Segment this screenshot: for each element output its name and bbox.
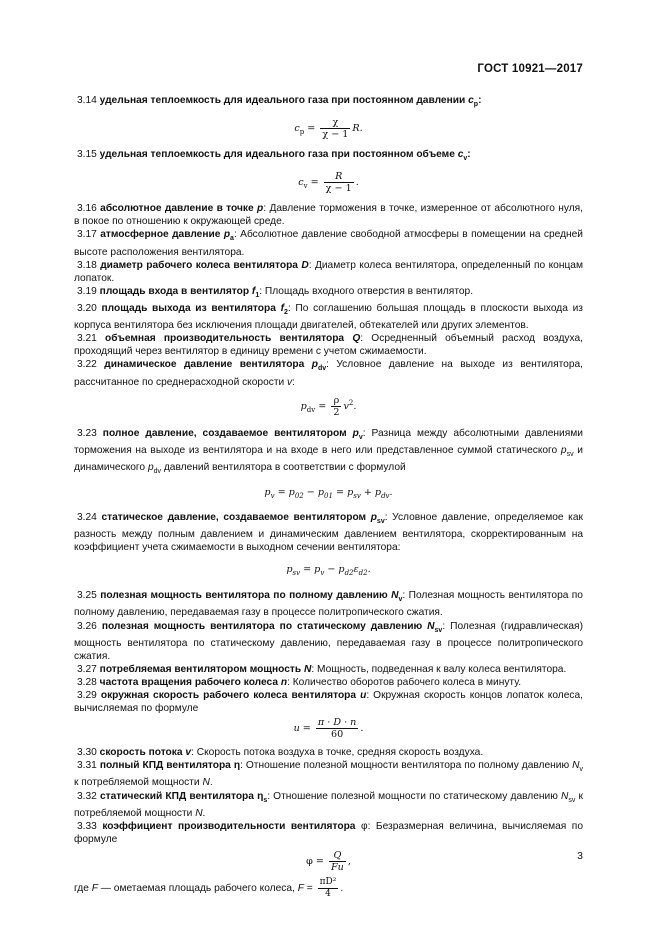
formula-3-14: $c_p$ = $\frac{\chi}{\chi - 1}$ R. [294, 117, 363, 141]
definition-3-30: 3.30 скорость потока v: Скорость потока воздуха в точке, средняя скорость воздуха. [77, 747, 484, 759]
definition-3-22: 3.22 динамическое давление вентилятора $p_{dv}$: Условное давление на выходе из вентилятора, рассчитанное по среднерасходной скорости v: [74, 359, 583, 388]
definition-3-33: 3.33 коэффициент производительности вентилятора φ: Безразмерная величина, вычисляемая по формуле [74, 820, 583, 845]
formula-3-22: $p_{dv}$ = $\frac{\rho}{2}$ $v^2$. [300, 394, 357, 418]
definition-3-32: 3.32 статический КПД вентилятора $\eta_s$: Отношение полезной мощности по статическому давлению $N_{sv}$ к потребляемой мощности N. [74, 790, 583, 819]
formula-3-15: $c_v$ = $\frac{R}{\chi - 1}$ . [298, 171, 359, 195]
definition-3-26: 3.26 полезная мощность вентилятора по статическому давлению $N_{sv}$: Полезная (гидравлическая) мощность вентилятора по статическому давлению, передаваемая газу в процессе политропического сжатия. [74, 620, 583, 662]
definition-3-23: 3.23 полное давление, создаваемое вентилятором $p_v$: Разница между абсолютными давлениями торможения на выходе из вентилятора и на входе в него или представленное суммой статического $p_{sv}$ и динамического $p_{dv}$ давлений вентилятора в соответствии с формулой [74, 427, 583, 475]
formula-3-23: $p_v = p_{02} - p_{01} = p_{sv} + p_{dv}$. [264, 486, 393, 500]
definition-3-20: 3.20 площадь выхода из вентилятора $f_2$: По соглашению большая площадь в плоскости выхода из корпуса вентилятора без исключения площади двигателей, обтекателей или других элементов. [74, 302, 583, 332]
definition-3-21: 3.21 объемная производительность вентилятора Q: Осредненный объемный расход воздуха, проходящий через вентилятор в единицу времени с учетом сжимаемости. [74, 333, 583, 358]
definition-3-17: 3.17 атмосферное давление $p_a$: Абсолютное давление свободной атмосферы в помещении на средней высоте расположения вентилятора. [74, 229, 583, 258]
page-number: 3 [577, 850, 583, 862]
definition-3-16: 3.16 абсолютное давление в точке p: Давление торможения в точке, измеренное от абсолютного нуля, в покое по отношению к окружающей среде. [74, 203, 583, 228]
definition-3-14: 3.14 удельная теплоемкость для идеального газа при постоянном давлении $c_p$: [77, 95, 482, 109]
formula-3-33: φ = $\frac{Q}{Fu}$ , [306, 849, 351, 873]
formula-3-29: u = $\frac{\pi \cdot D \cdot n}{60}$ . [293, 717, 364, 741]
definition-3-28: 3.28 частота вращения рабочего колеса n: Количество оборотов рабочего колеса в минуту. [77, 676, 522, 688]
definition-3-18: 3.18 диаметр рабочего колеса вентилятора D: Диаметр колеса вентилятора, определенный по концам лопаток. [74, 259, 583, 284]
definition-3-19: 3.19 площадь входа в вентилятор $f_1$: Площадь входного отверстия в вентилятор. [77, 285, 474, 299]
definition-3-15: 3.15 удельная теплоемкость для идеального газа при постоянном объеме $c_v$: [77, 149, 471, 163]
where-clause: где F — ометаемая площадь рабочего колеса, F = $\frac{\text{πD²}}{4}$ . [74, 876, 344, 899]
document-body [74, 90, 583, 900]
definition-3-25: 3.25 полезная мощность вентилятора по полному давлению $N_v$: Полезная мощность вентилятора по полному давлению, передаваемая газу в процессе политропического сжатия. [74, 590, 583, 619]
definition-3-29: 3.29 окружная скорость рабочего колеса вентилятора u: Окружная скорость концов лопаток колеса, вычисляемая по формуле [74, 690, 583, 715]
definition-3-27: 3.27 потребляемая вентилятором мощность N: Мощность, подведенная к валу колеса вентилятора. [77, 663, 567, 675]
standard-header: ГОСТ 10921—2017 [477, 63, 583, 75]
definition-3-31: 3.31 полный КПД вентилятора η: Отношение полезной мощности вентилятора по полному давлению $N_v$ к потребляемой мощности N. [74, 760, 583, 789]
formula-3-24: $p_{sv} = p_v - p_{d2}\varepsilon_{d2}$. [286, 564, 371, 578]
definition-3-24: 3.24 статическое давление, создаваемое вентилятором $p_{sv}$: Условное давление, определяемое как разность между полным давлением и динамическим давлением вентилятора, скорректированным на коэффициент учета сжимаемости в выходном сечении вентилятора: [74, 511, 583, 554]
